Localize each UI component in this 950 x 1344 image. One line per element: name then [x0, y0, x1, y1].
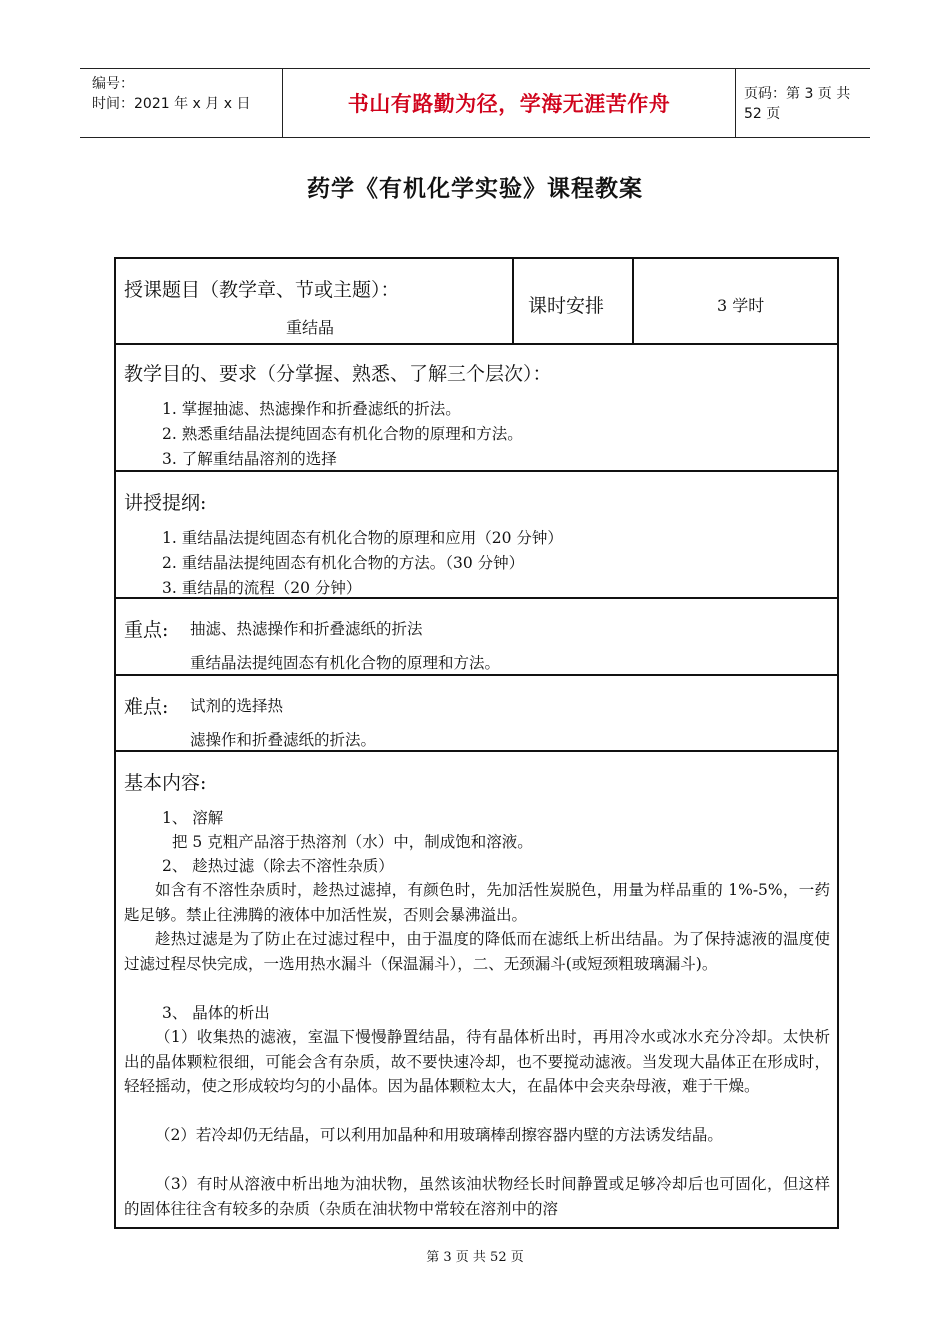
- objective-item: 3. 了解重结晶溶剂的选择: [162, 450, 337, 468]
- difficulties-line: 试剂的选择热: [190, 697, 284, 715]
- paragraph: 趁热过滤是为了防止在过滤过程中，由于温度的降低而在滤纸上析出结晶。为了保持滤液的温度使过滤过程尽快完成，一选用热水漏斗（保温漏斗），二、无颈漏斗(或短颈粗玻璃漏斗)。: [124, 930, 830, 973]
- difficulties-label: 难点:: [124, 696, 169, 718]
- paragraph: （1）收集热的滤液，室温下慢慢静置结晶，待有晶体析出时，再用冷水或冰水充分冷却。太快析出的晶体颗粒很细，可能会含有杂质，故不要快速冷却，也不要搅动滤液。当发现大晶体正在形成时，轻轻摇动，使之形成较均匀的小晶体。因为晶体颗粒太大，在晶体中会夹杂母液，难于干燥。: [124, 1028, 830, 1095]
- objective-item: 2. 熟悉重结晶法提纯固态有机化合物的原理和方法。: [162, 425, 523, 443]
- page-header: [80, 68, 870, 138]
- hours-value: 3 学时: [717, 296, 765, 315]
- document-title: 药学《有机化学实验》课程教案: [307, 175, 643, 202]
- section-title: 1、 溶解: [162, 809, 224, 827]
- outline-item: 1. 重结晶法提纯固态有机化合物的原理和应用（20 分钟）: [162, 529, 563, 547]
- outline-item: 2. 重结晶法提纯固态有机化合物的方法。（30 分钟）: [162, 554, 525, 572]
- number-label: 编号：: [92, 76, 134, 92]
- header-motto: [282, 69, 736, 137]
- difficulties-line: 滤操作和折叠滤纸的折法。: [190, 731, 377, 749]
- key-points-line: 重结晶法提纯固态有机化合物的原理和方法。: [190, 654, 501, 672]
- objectives-heading: 教学目的、要求（分掌握、熟悉、了解三个层次）：: [124, 363, 552, 385]
- section-title: 2、 趁热过滤（除去不溶性杂质）: [162, 857, 394, 875]
- section-text: 把 5 克粗产品溶于热溶剂（水）中，制成饱和溶液。: [172, 833, 533, 851]
- key-points-row: [116, 599, 837, 676]
- paragraph: （2）若冷却仍无结晶，可以利用加晶种和用玻璃棒刮擦容器内壁的方法诱发结晶。: [155, 1126, 723, 1144]
- time-label: 时间：2021 年 x 月 x 日: [92, 96, 251, 112]
- outline-row: [116, 472, 837, 599]
- page-footer: 第 3 页 共 52 页: [426, 1250, 524, 1265]
- hours-label: 课时安排: [528, 295, 605, 317]
- outline-item: 3. 重结晶的流程（20 分钟）: [162, 579, 362, 597]
- topic-row: [116, 259, 837, 345]
- header-meta: [80, 69, 282, 137]
- topic-label: 授课题目（教学章、节或主题）：: [124, 279, 400, 301]
- section-title: 3、 晶体的析出: [162, 1004, 270, 1022]
- key-points-line: 抽滤、热滤操作和折叠滤纸的折法: [190, 620, 423, 638]
- paragraph: （3）有时从溶液中析出地为油状物，虽然该油状物经长时间静置或足够冷却后也可固化，但这样的固体往往含有较多的杂质（杂质在油状物中常较在溶剂中的溶: [124, 1175, 830, 1218]
- divider: [632, 259, 634, 343]
- objectives-row: [116, 345, 837, 472]
- paragraph: 如含有不溶性杂质时，趁热过滤掉，有颜色时，先加活性炭脱色，用量为样品重的 1%-5%，一药匙足够。禁止往沸腾的液体中加活性炭，否则会暴沸溢出。: [124, 881, 830, 924]
- outline-heading: 讲授提纲:: [124, 492, 207, 514]
- content-heading: 基本内容:: [124, 772, 207, 794]
- objective-item: 1. 掌握抽滤、热滤操作和折叠滤纸的折法。: [162, 400, 461, 418]
- content-row: [116, 752, 837, 1227]
- header-page-label: 页码：第 3 页 共 52 页: [744, 86, 851, 122]
- lesson-plan-table: [114, 257, 839, 1229]
- key-points-label: 重点:: [124, 619, 169, 641]
- difficulties-row: [116, 676, 837, 752]
- motto-text: 书山有路勤为径，学海无涯苦作舟: [347, 92, 671, 116]
- topic-value: 重结晶: [286, 318, 335, 337]
- divider: [512, 259, 514, 343]
